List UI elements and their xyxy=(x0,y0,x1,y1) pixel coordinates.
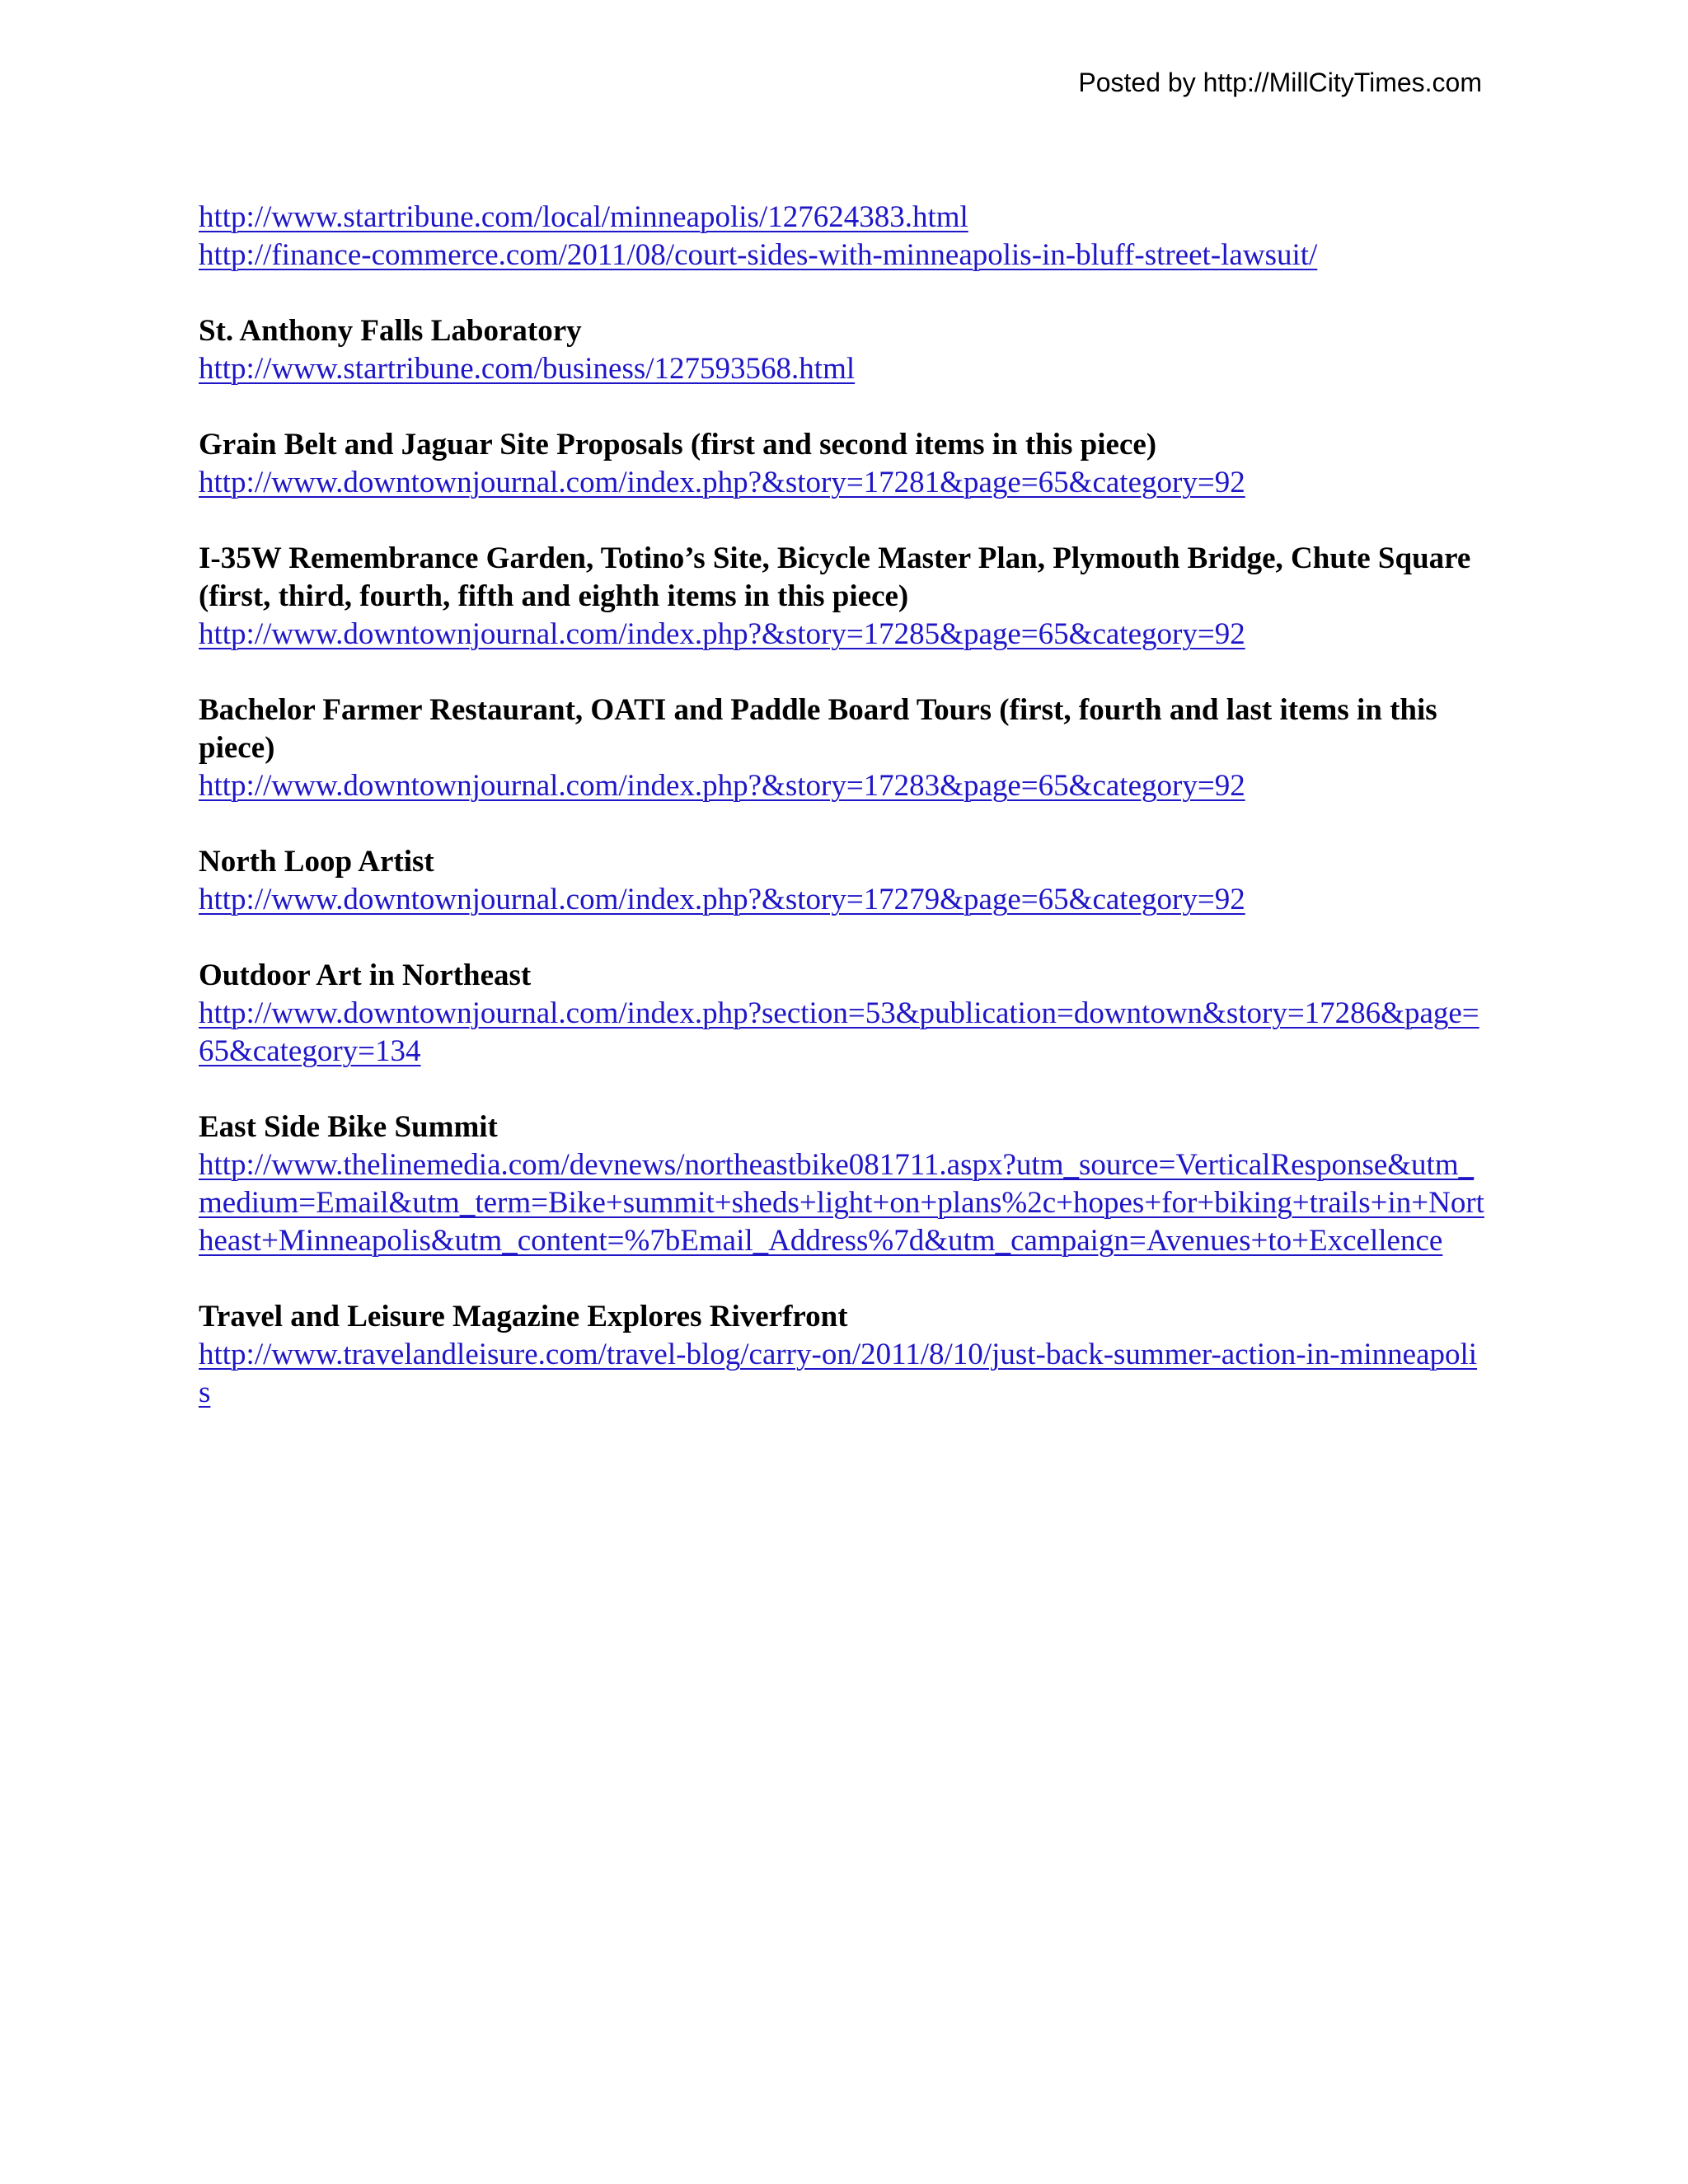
section-heading: East Side Bike Summit xyxy=(199,1110,498,1144)
link-downtownjournal-17285[interactable]: http://www.downtownjournal.com/index.php?&story=17285&page=65&category=92 xyxy=(199,617,1245,651)
section-heading: Grain Belt and Jaguar Site Proposals (first and second items in this piece) xyxy=(199,428,1157,462)
link-finance-commerce[interactable]: http://finance-commerce.com/2011/08/court-sides-with-minneapolis-in-bluff-street-lawsuit/ xyxy=(199,238,1318,272)
section-travel-leisure xyxy=(199,1298,1484,1412)
section-heading: Outdoor Art in Northeast xyxy=(199,958,532,992)
section-bachelor-farmer xyxy=(199,691,1484,805)
posted-by-header: Posted by http://MillCityTimes.com xyxy=(1078,68,1482,97)
section-east-side-bike-summit xyxy=(199,1108,1484,1260)
link-downtownjournal-17281[interactable]: http://www.downtownjournal.com/index.php?&story=17281&page=65&category=92 xyxy=(199,466,1245,499)
link-downtownjournal-17283[interactable]: http://www.downtownjournal.com/index.php?&story=17283&page=65&category=92 xyxy=(199,769,1245,803)
section-st-anthony-falls xyxy=(199,312,1484,388)
section-north-loop-artist xyxy=(199,843,1484,919)
section-heading: I-35W Remembrance Garden, Totino’s Site, Bicycle Master Plan, Plymouth Bridge, Chute Square (first, third, fourth, fifth and eighth items in this piece) xyxy=(199,541,1471,613)
section-heading: St. Anthony Falls Laboratory xyxy=(199,314,582,348)
section-remembrance-garden xyxy=(199,540,1484,654)
link-startribune-business[interactable]: http://www.startribune.com/business/127593568.html xyxy=(199,352,856,386)
section-heading: Bachelor Farmer Restaurant, OATI and Paddle Board Tours (first, fourth and last items in this piece) xyxy=(199,693,1437,765)
link-downtownjournal-17279[interactable]: http://www.downtownjournal.com/index.php?&story=17279&page=65&category=92 xyxy=(199,883,1245,916)
article-list xyxy=(199,199,1484,1450)
section-outdoor-art xyxy=(199,957,1484,1071)
link-thelinemedia[interactable]: http://www.thelinemedia.com/devnews/northeastbike081711.aspx?utm_source=VerticalResponse&utm_medium=Email&utm_term=Bike+summit+sheds+light+on+plans%2c+hopes+for+biking+trails+in+Northeast+Minneapolis&utm_content=%7bEmail_Address%7d&utm_campaign=Avenues+to+Excellence xyxy=(199,1148,1484,1258)
section-heading: Travel and Leisure Magazine Explores Riverfront xyxy=(199,1300,848,1333)
link-startribune-local[interactable]: http://www.startribune.com/local/minneapolis/127624383.html xyxy=(199,200,968,234)
section-grain-belt xyxy=(199,426,1484,502)
section-heading: North Loop Artist xyxy=(199,845,434,879)
link-downtownjournal-17286[interactable]: http://www.downtownjournal.com/index.php?section=53&publication=downtown&story=17286&page=65&category=134 xyxy=(199,996,1479,1068)
section-startribune-minneapolis xyxy=(199,199,1484,274)
link-travelandleisure[interactable]: http://www.travelandleisure.com/travel-blog/carry-on/2011/8/10/just-back-summer-action-in-minneapolis xyxy=(199,1338,1478,1409)
